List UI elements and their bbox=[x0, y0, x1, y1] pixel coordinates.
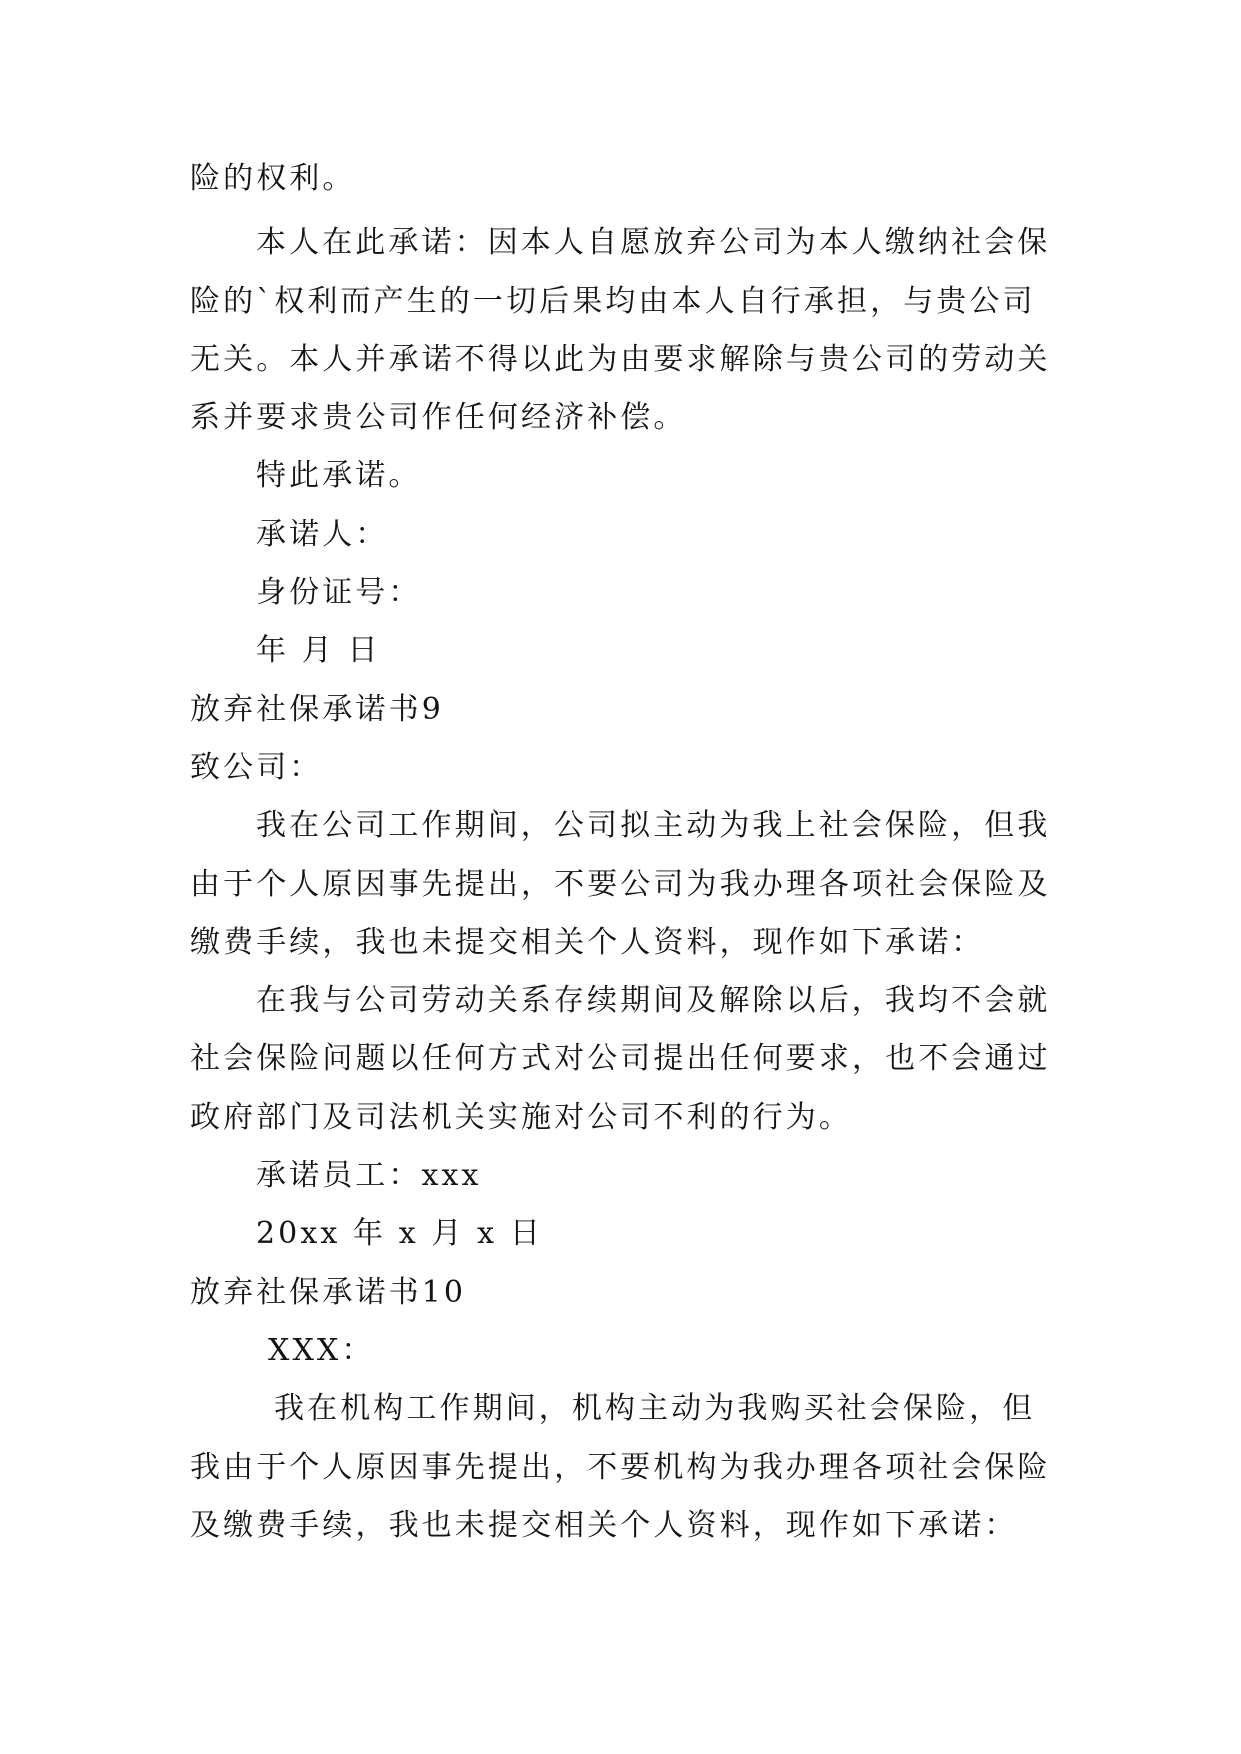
paragraph-line: 及缴费手续，我也未提交相关个人资料，现作如下承诺： bbox=[190, 1507, 1018, 1543]
paragraph-line: 我由于个人原因事先提出，不要机构为我办理各项社会保险 bbox=[190, 1449, 1051, 1485]
paragraph-line: 在我与公司劳动关系存续期间及解除以后，我均不会就 bbox=[256, 983, 1051, 1019]
date-line: 20xx 年 x 月 x 日 bbox=[256, 1216, 543, 1252]
salutation: 致公司： bbox=[190, 749, 323, 785]
section-10 bbox=[190, 1264, 1051, 1555]
paragraph-line: 社会保险问题以任何方式对公司提出任何要求，也不会通过 bbox=[190, 1041, 1051, 1077]
paragraph-line: 险的`权利而产生的一切后果均由本人自行承担，与贵公司 bbox=[190, 283, 1036, 319]
carry-over-line: 险的权利。 bbox=[190, 161, 356, 196]
commitment-paragraph bbox=[190, 214, 1051, 447]
signer-line: 承诺员工：xxx bbox=[256, 1158, 482, 1194]
paragraph-line: 政府部门及司法机关实施对公司不利的行为。 bbox=[190, 1099, 852, 1135]
previous-section bbox=[190, 150, 1051, 681]
closing-text: 特此承诺。 bbox=[256, 458, 422, 494]
section-9 bbox=[190, 681, 1051, 1264]
id-number-label: 身份证号： bbox=[256, 575, 422, 611]
date-line: 年 月 日 bbox=[256, 633, 381, 669]
section-heading: 放弃社保承诺书9 bbox=[190, 691, 444, 727]
paragraph-line: 我在机构工作期间，机构主动为我购买社会保险，但 bbox=[274, 1391, 1036, 1427]
salutation: XXX： bbox=[268, 1332, 375, 1368]
paragraph-line: 无关。本人并承诺不得以此为由要求解除与贵公司的劳动关 bbox=[190, 341, 1051, 377]
signer-label: 承诺人： bbox=[256, 516, 389, 552]
paragraph-line: 本人在此承诺：因本人自愿放弃公司为本人缴纳社会保 bbox=[256, 225, 1051, 261]
section-heading: 放弃社保承诺书10 bbox=[190, 1274, 467, 1310]
document-page bbox=[190, 150, 1051, 1555]
paragraph-line: 我在公司工作期间，公司拟主动为我上社会保险，但我 bbox=[256, 808, 1051, 844]
paragraph-line: 系并要求贵公司作任何经济补偿。 bbox=[190, 400, 687, 436]
paragraph-line: 缴费手续，我也未提交相关个人资料，现作如下承诺： bbox=[190, 924, 985, 960]
paragraph-2 bbox=[190, 972, 1051, 1147]
paragraph-1 bbox=[190, 1380, 1051, 1555]
paragraph-line: 由于个人原因事先提出，不要公司为我办理各项社会保险及 bbox=[190, 866, 1051, 902]
paragraph-1 bbox=[190, 797, 1051, 972]
